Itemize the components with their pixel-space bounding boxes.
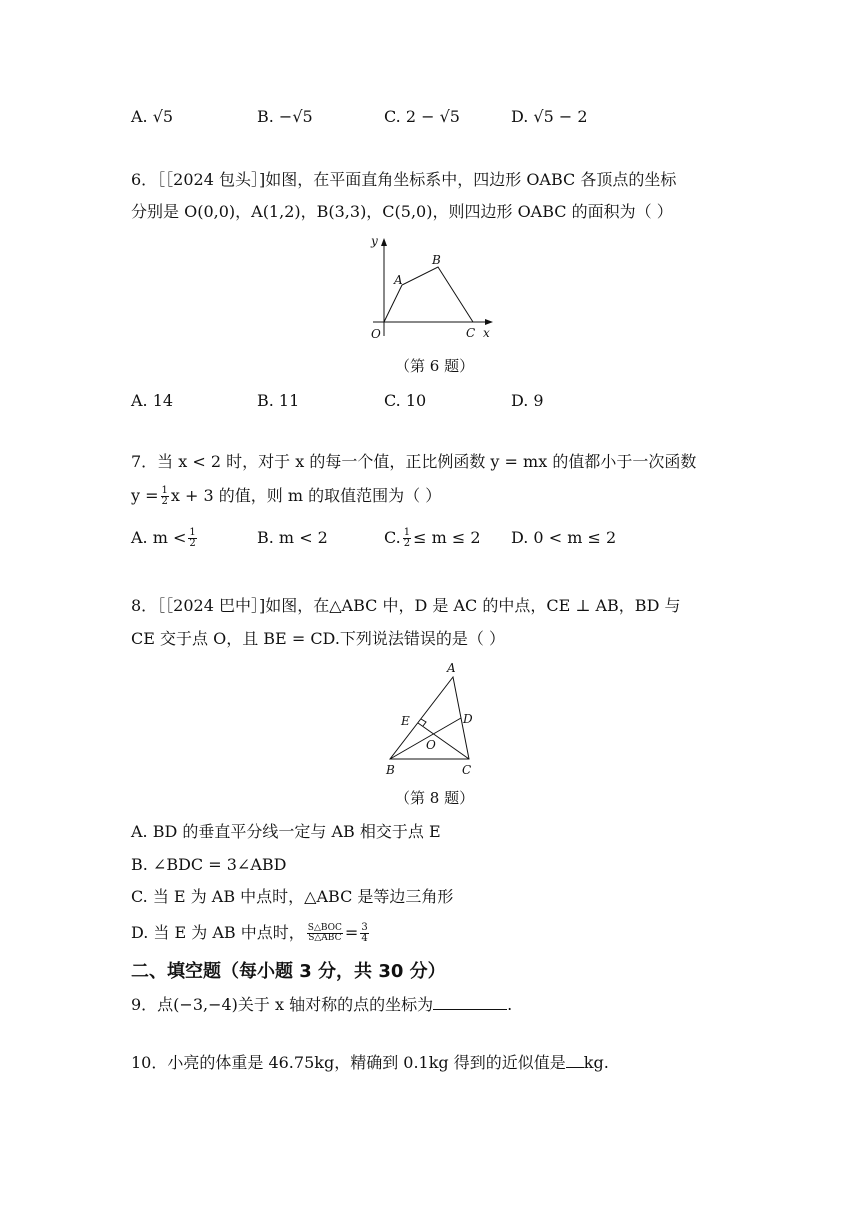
- q7-fraction-num: 1: [161, 484, 168, 496]
- q6-label-y: y: [371, 234, 378, 248]
- q8-option-d-num: S△BOC: [307, 922, 342, 933]
- q8-label-c: C: [462, 763, 472, 777]
- q6-label-b: B: [432, 253, 441, 267]
- q5-option-a: A. √5: [131, 107, 174, 126]
- q8-option-d-value-den: 4: [361, 933, 368, 944]
- q8-option-b: B. ∠BDC = 3∠ABD: [131, 855, 287, 874]
- q7-option-a-num: 1: [189, 526, 196, 538]
- q8-option-d-text: D. 当 E 为 AB 中点时，: [131, 923, 305, 942]
- q6-x-arrow: [485, 319, 493, 325]
- q6-option-a: A. 14: [131, 391, 174, 410]
- q8-label-o: O: [426, 738, 436, 752]
- q6-option-c: C. 10: [384, 391, 427, 410]
- q10-suffix: kg.: [583, 1053, 609, 1072]
- q8-caption: （第 8 题）: [395, 789, 475, 807]
- q8-option-d-den: S△ABC: [308, 933, 342, 943]
- q8-option-d: [131, 920, 371, 946]
- q6-figure: [365, 230, 500, 342]
- q7-option-c-den: 2: [403, 538, 411, 549]
- q8-option-a: A. BD 的垂直平分线一定与 AB 相交于点 E: [131, 822, 441, 841]
- q5-option-b: B. −√5: [257, 107, 313, 126]
- q7-option-a-den: 2: [189, 538, 196, 549]
- q7-option-d: D. 0 < m ≤ 2: [511, 528, 617, 547]
- q7-option-a-text: A. m <: [131, 528, 187, 547]
- q10-stem: [131, 1055, 609, 1071]
- q7-option-a-fraction: [188, 528, 196, 550]
- q9-stem: [131, 997, 512, 1013]
- q10-text: 10．小亮的体重是 46.75kg，精确到 0.1kg 得到的近似值是: [131, 1053, 566, 1072]
- q6-stem-line2: 分别是 O(0,0)，A(1,2)，B(3,3)，C(5,0)，则四边形 OABC 的面积为（ ）: [131, 202, 673, 221]
- q6-label-c: C: [466, 326, 476, 340]
- q7-stem-line1: 7．当 x < 2 时，对于 x 的每一个值，正比例函数 y = mx 的值都小于一次函数: [131, 452, 697, 471]
- q6-label-o: O: [371, 327, 381, 341]
- q7-option-c-fraction: [403, 528, 411, 550]
- q8-label-a: A: [447, 661, 456, 675]
- q6-y-arrow: [381, 238, 387, 246]
- q7-option-b: B. m < 2: [257, 528, 328, 547]
- q8-label-d: D: [463, 712, 473, 726]
- q10-answer-blank[interactable]: [566, 1067, 584, 1068]
- q8-option-c: C. 当 E 为 AB 中点时，△ABC 是等边三角形: [131, 887, 454, 906]
- q9-answer-blank[interactable]: [433, 1009, 507, 1010]
- q6-option-b: B. 11: [257, 391, 300, 410]
- q7-stem-line2: [131, 484, 441, 508]
- q8-option-d-equals: =: [344, 923, 359, 942]
- q7-option-c-num: 1: [403, 526, 411, 538]
- q9-end: .: [507, 995, 513, 1014]
- section2-title: 二、填空题（每小题 3 分，共 30 分）: [131, 961, 446, 982]
- q8-stem-line1: 8．［［2024 巴中］]如图，在△ABC 中，D 是 AC 的中点，CE ⊥ AB，BD 与: [131, 596, 681, 615]
- q7-option-c: [384, 526, 481, 550]
- q8-right-angle-mark: [421, 719, 426, 726]
- q7-line2-prefix: y =: [131, 486, 159, 505]
- q7-option-a: [131, 526, 199, 550]
- q6-option-d: D. 9: [511, 391, 544, 410]
- q7-fraction-den: 2: [161, 496, 168, 507]
- q7-option-c-prefix: C.: [384, 528, 401, 547]
- q8-label-e: E: [401, 714, 410, 728]
- q8-option-d-value-num: 3: [361, 921, 368, 933]
- q6-caption: （第 6 题）: [395, 357, 475, 375]
- q8-option-d-area-ratio: [307, 924, 343, 944]
- q5-option-d: D. √5 − 2: [511, 107, 588, 126]
- q7-fraction: [161, 486, 169, 508]
- q6-label-x: x: [483, 326, 490, 340]
- q7-option-c-suffix: ≤ m ≤ 2: [413, 528, 481, 547]
- q8-stem-line2: CE 交于点 O，且 BE = CD.下列说法错误的是（ ）: [131, 629, 505, 648]
- q6-stem-line1: 6．［［2024 包头］]如图，在平面直角坐标系中，四边形 OABC 各顶点的坐标: [131, 170, 677, 189]
- q8-option-d-value: [360, 923, 368, 945]
- q8-figure: [380, 657, 485, 779]
- q6-label-a: A: [394, 273, 403, 287]
- q9-text: 9．点(−3,−4)关于 x 轴对称的点的坐标为: [131, 995, 434, 1014]
- q8-label-b: B: [386, 763, 395, 777]
- q7-line2-suffix: x + 3 的值，则 m 的取值范围为（ ）: [170, 486, 442, 505]
- q5-option-c: C. 2 − √5: [384, 107, 460, 126]
